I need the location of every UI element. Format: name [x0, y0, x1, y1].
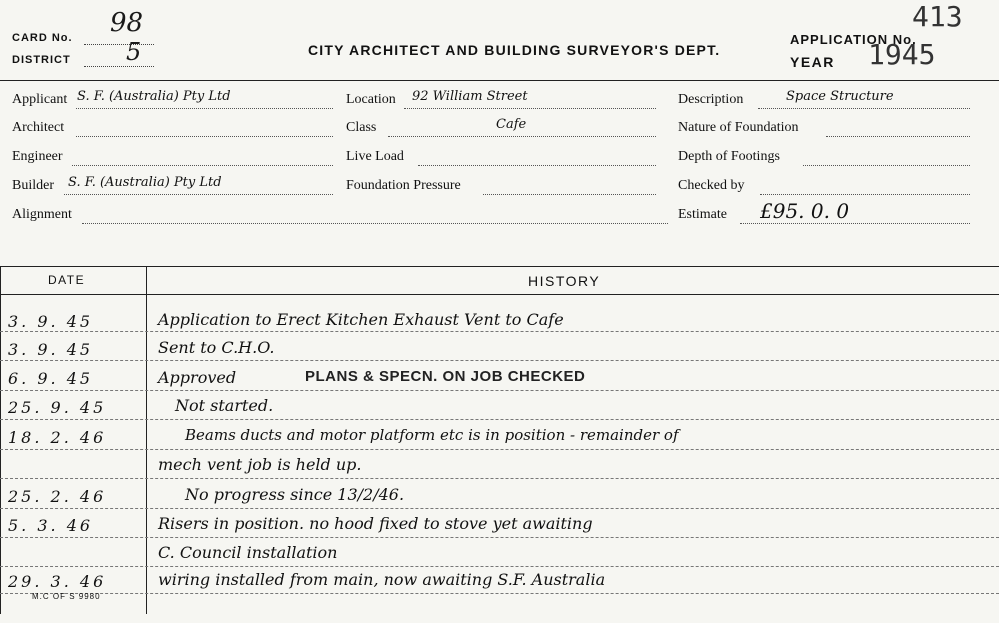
builder-field [12, 175, 222, 194]
district-label: DISTRICT [12, 54, 71, 66]
architect-label: Architect [12, 120, 65, 135]
location-value: 92 William Street [412, 89, 528, 104]
live-load-label: Live Load [346, 149, 404, 164]
live-load-field [346, 149, 404, 165]
history-date: 5. 3. 46 [8, 516, 94, 535]
history-date: 3. 9. 45 [8, 340, 94, 359]
location-field [346, 89, 528, 108]
history-date: 29. 3. 46 [8, 572, 107, 591]
department-title: CITY ARCHITECT AND BUILDING SURVEYOR'S DEPT. [308, 42, 721, 58]
architect-field [12, 120, 64, 136]
description-label: Description [678, 92, 744, 107]
alignment-label: Alignment [12, 207, 72, 222]
checked-by-label: Checked by [678, 178, 745, 193]
year-label: YEAR [790, 54, 835, 70]
history-date: 25. 9. 45 [8, 398, 107, 417]
history-text: C. Council installation [158, 543, 338, 562]
applicant-label: Applicant [12, 92, 68, 107]
card-no-value: 98 [110, 8, 144, 38]
location-label: Location [346, 92, 396, 107]
application-no-value: 413 [912, 0, 963, 33]
card-no-label: CARD No. [12, 32, 73, 44]
nature-of-foundation-label: Nature of Foundation [678, 120, 799, 135]
history-text: Sent to C.H.O. [158, 338, 275, 357]
class-label: Class [346, 120, 377, 135]
history-date: 3. 9. 45 [8, 312, 94, 331]
description-field [678, 89, 894, 108]
class-field [346, 117, 527, 136]
history-text: Risers in position. no hood fixed to stove yet awaiting [158, 514, 593, 533]
header-rule [0, 80, 999, 81]
history-column-header: HISTORY [528, 273, 601, 289]
checked-by-field [678, 178, 744, 194]
form-code: M.C OF S 9980 [32, 592, 101, 601]
builder-value: S. F. (Australia) Pty Ltd [68, 175, 222, 190]
table-top-rule [0, 266, 999, 267]
estimate-field [678, 199, 850, 223]
history-text: Application to Erect Kitchen Exhaust Vent to Cafe [158, 310, 564, 329]
depth-of-footings-field [678, 149, 780, 165]
foundation-pressure-field [346, 178, 461, 194]
history-text: Not started. [175, 396, 274, 415]
table-header-rule [0, 294, 999, 295]
engineer-label: Engineer [12, 149, 63, 164]
applicant-value: S. F. (Australia) Pty Ltd [77, 89, 231, 104]
date-column-divider [146, 266, 147, 614]
estimate-value: £95. 0. 0 [760, 199, 850, 223]
district-line [84, 66, 154, 67]
applicant-field [12, 89, 231, 108]
card-no-line [84, 44, 154, 45]
history-date: 6. 9. 45 [8, 369, 94, 388]
table-left-rule [0, 266, 1, 614]
district-value: 5 [126, 38, 142, 66]
history-text: Approved [158, 368, 237, 387]
year-value: 1945 [868, 38, 936, 71]
depth-of-footings-label: Depth of Footings [678, 149, 780, 164]
history-text: wiring installed from main, now awaiting S.F. Australia [158, 570, 606, 589]
history-text: No progress since 13/2/46. [185, 485, 405, 504]
history-date: 18. 2. 46 [8, 428, 107, 447]
engineer-field [12, 149, 63, 165]
alignment-field [12, 207, 72, 223]
class-value: Cafe [496, 117, 527, 132]
history-text: mech vent job is held up. [158, 455, 362, 474]
nature-of-foundation-field [678, 120, 799, 136]
history-text: Beams ducts and motor platform etc is in position - remainder of [185, 426, 679, 444]
application-no-label: APPLICATION No. [790, 32, 917, 47]
history-date: 25. 2. 46 [8, 487, 107, 506]
builder-label: Builder [12, 178, 54, 193]
foundation-pressure-label: Foundation Pressure [346, 178, 461, 193]
estimate-label: Estimate [678, 207, 727, 222]
date-column-header: DATE [48, 273, 86, 287]
description-value: Space Structure [786, 89, 894, 104]
plans-checked-stamp: PLANS & SPECN. ON JOB CHECKED [305, 368, 586, 385]
